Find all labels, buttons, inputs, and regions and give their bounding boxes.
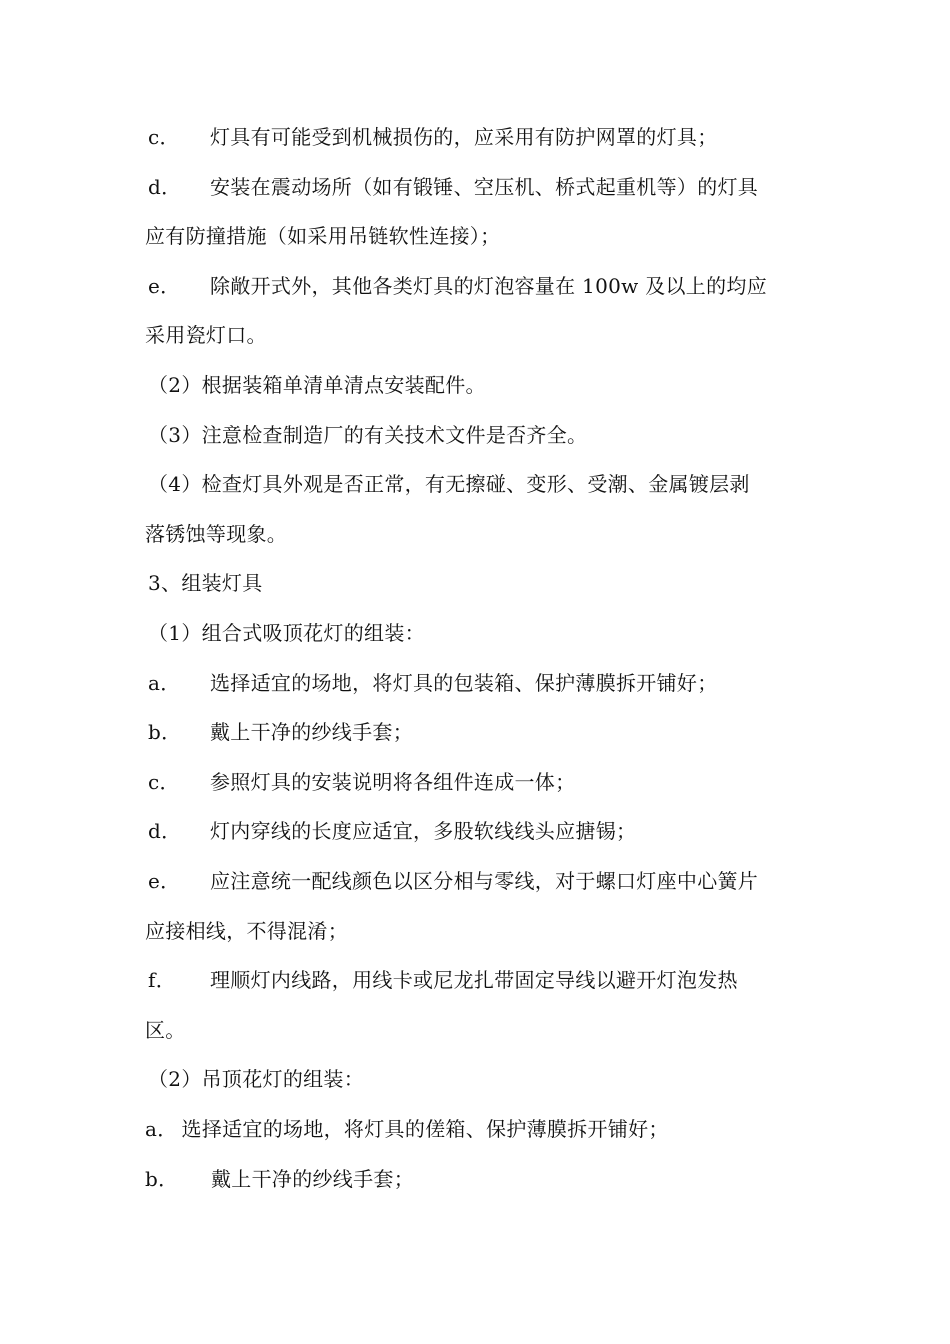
item-text: 安装在震动场所（如有锻锤、空压机、桥式起重机等）的灯具 xyxy=(210,175,759,199)
list-item xyxy=(148,420,828,450)
item-text: 灯内穿线的长度应适宜，多股软线线头应搪锡； xyxy=(210,819,637,843)
list-item xyxy=(148,816,828,846)
item-label: b． xyxy=(145,1167,179,1191)
list-item xyxy=(145,1114,825,1144)
item-text: 组合式吸顶花灯的组装： xyxy=(201,621,425,645)
item-text: 参照灯具的安装说明将各组件连成一体； xyxy=(210,770,576,794)
item-text: 灯具有可能受到机械损伤的，应采用有防护网罩的灯具； xyxy=(210,125,718,149)
item-label: d． xyxy=(148,819,182,843)
list-item xyxy=(148,767,828,797)
item-label: f． xyxy=(148,968,177,992)
list-item xyxy=(148,668,828,698)
item-text: 选择适宜的场地，将灯具的傞箱、保护薄膜拆开铺好； xyxy=(181,1117,669,1141)
list-item xyxy=(148,122,828,152)
item-text: 理顺灯内线路，用线卡或尼龙扎带固定导线以避开灯泡发热 xyxy=(210,968,738,992)
list-item xyxy=(148,1064,828,1094)
list-item xyxy=(148,370,828,400)
list-item xyxy=(148,717,828,747)
item-label: b． xyxy=(148,720,182,744)
item-text: 采用瓷灯口。 xyxy=(145,323,267,347)
item-text: 戴上干净的纱线手套； xyxy=(210,720,413,744)
item-text: 除敞开式外，其他各类灯具的灯泡容量在 100w 及以上的均应 xyxy=(210,274,768,298)
list-item xyxy=(148,271,828,301)
list-item-continuation xyxy=(145,916,825,946)
item-text: 检查灯具外观是否正常，有无擦碰、变形、受潮、金属镀层剥 xyxy=(201,472,750,496)
list-item-continuation xyxy=(145,221,825,251)
item-label: a． xyxy=(145,1117,178,1141)
item-text: 应接相线，不得混淆； xyxy=(145,919,348,943)
list-item-continuation xyxy=(145,320,825,350)
item-text: 根据装箱单清单清点安装配件。 xyxy=(201,373,486,397)
item-label: c． xyxy=(148,770,180,794)
item-label: e． xyxy=(148,869,181,893)
item-text: 区。 xyxy=(145,1018,186,1042)
list-item xyxy=(145,1164,825,1194)
item-text: 注意检查制造厂的有关技术文件是否齐全。 xyxy=(201,423,588,447)
item-text: 吊顶花灯的组装： xyxy=(201,1067,365,1091)
item-label: （3） xyxy=(148,423,202,447)
item-text: 应有防撞措施（如采用吊链软性连接）； xyxy=(145,224,501,248)
section-heading xyxy=(148,568,828,598)
item-text: 落锈蚀等现象。 xyxy=(145,522,288,546)
item-label: （2） xyxy=(148,373,202,397)
heading-text: 3、组装灯具 xyxy=(148,571,263,595)
list-item xyxy=(148,469,828,499)
item-label: （4） xyxy=(148,472,202,496)
item-text: 选择适宜的场地，将灯具的包装箱、保护薄膜拆开铺好； xyxy=(210,671,718,695)
item-label: （1） xyxy=(148,621,202,645)
item-label: （2） xyxy=(148,1067,202,1091)
item-label: e． xyxy=(148,274,181,298)
list-item xyxy=(148,965,828,995)
item-text: 戴上干净的纱线手套； xyxy=(211,1167,414,1191)
item-text: 应注意统一配线颜色以区分相与零线，对于螺口灯座中心簧片 xyxy=(210,869,759,893)
list-item xyxy=(148,866,828,896)
list-item xyxy=(148,618,828,648)
list-item-continuation xyxy=(145,1015,825,1045)
item-label: d． xyxy=(148,175,182,199)
item-label: a． xyxy=(148,671,181,695)
item-label: c． xyxy=(148,125,180,149)
list-item xyxy=(148,172,828,202)
list-item-continuation xyxy=(145,519,825,549)
